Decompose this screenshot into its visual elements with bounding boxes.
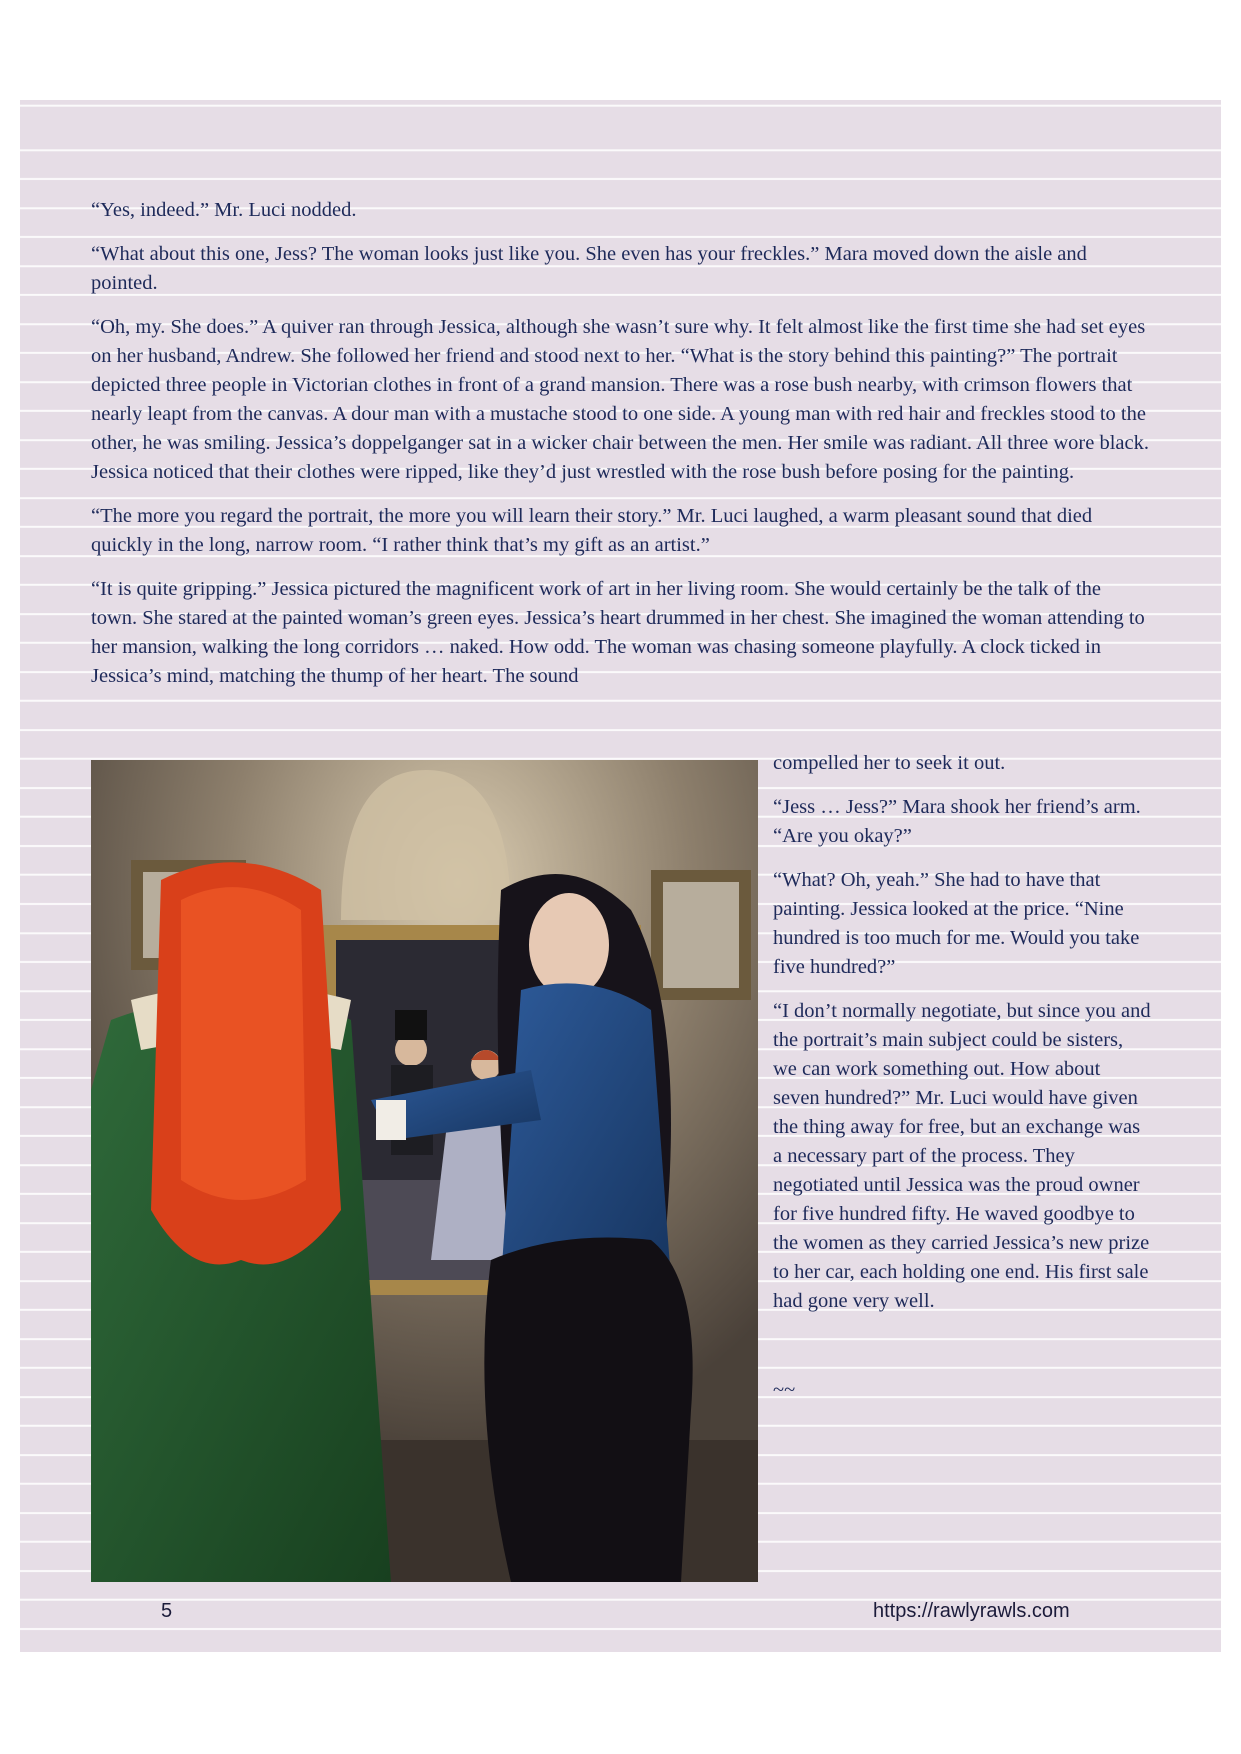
paragraph-9: “I don’t normally negotiate, but since you and the portrait’s main subject could be sisters, we can work something out. How about seven hundred?” Mr. Luci would have given the thing away for free, but an exchange was a necessary part of the process. They negotiated until Jessica was the proud owner for five hundred fifty. He waved goodbye to the women as they carried Jessica’s new prize to her car, each holding one end. His first sale had gone very well. xyxy=(773,1000,1151,1312)
paragraph-4: “The more you regard the portrait, the more you will learn their story.” Mr. Luci laughed, a warm pleasant sound that died quickly in the long, narrow room. “I rather think that’s my gift as an artist.” xyxy=(91,505,1093,556)
paragraph-6: compelled her to seek it out. xyxy=(773,752,1006,774)
paragraph-1: “Yes, indeed.” Mr. Luci nodded. xyxy=(91,199,357,221)
illustration-art xyxy=(91,760,758,1582)
site-url[interactable]: https://rawlyrawls.com xyxy=(873,1600,1070,1622)
paragraph-5: “It is quite gripping.” Jessica pictured the magnificent work of art in her living room. She would certainly be the talk of the town. She stared at the painted woman’s green eyes. Jessica’s heart drummed in her chest. She imagined the woman attending to her mansion, walking the long corridors … naked. How odd. The woman was chasing someone playfully. A clock ticked in Jessica’s mind, matching the thump of her heart. The sound xyxy=(91,578,1145,687)
story-text-side xyxy=(773,749,1151,1420)
paragraph-8: “What? Oh, yeah.” She had to have that painting. Jessica looked at the price. “Nine hundred is too much for me. Would you take five hundred?” xyxy=(773,869,1140,978)
page-number: 5 xyxy=(161,1600,173,1622)
story-text-top xyxy=(91,196,1149,691)
story-illustration xyxy=(91,760,758,1582)
paragraph-7: “Jess … Jess?” Mara shook her friend’s arm. “Are you okay?” xyxy=(773,796,1141,847)
section-break: ~~ xyxy=(773,1379,796,1401)
paragraph-2: “What about this one, Jess? The woman looks just like you. She even has your freckles.” Mara moved down the aisle and pointed. xyxy=(91,243,1087,294)
paragraph-3: “Oh, my. She does.” A quiver ran through Jessica, although she wasn’t sure why. It felt almost like the first time she had set eyes on her husband, Andrew. She followed her friend and stood next to her. “What is the story behind this painting?” The portrait depicted three people in Victorian clothes in front of a grand mansion. There was a rose bush nearby, with crimson flowers that nearly leapt from the canvas. A dour man with a mustache stood to one side. A young man with red hair and freckles stood to the other, he was smiling. Jessica’s doppelganger sat in a wicker chair between the men. Her smile was radiant. All three wore black. Jessica noticed that their clothes were ripped, like they’d just wrestled with the rose bush before posing for the painting. xyxy=(91,316,1150,483)
